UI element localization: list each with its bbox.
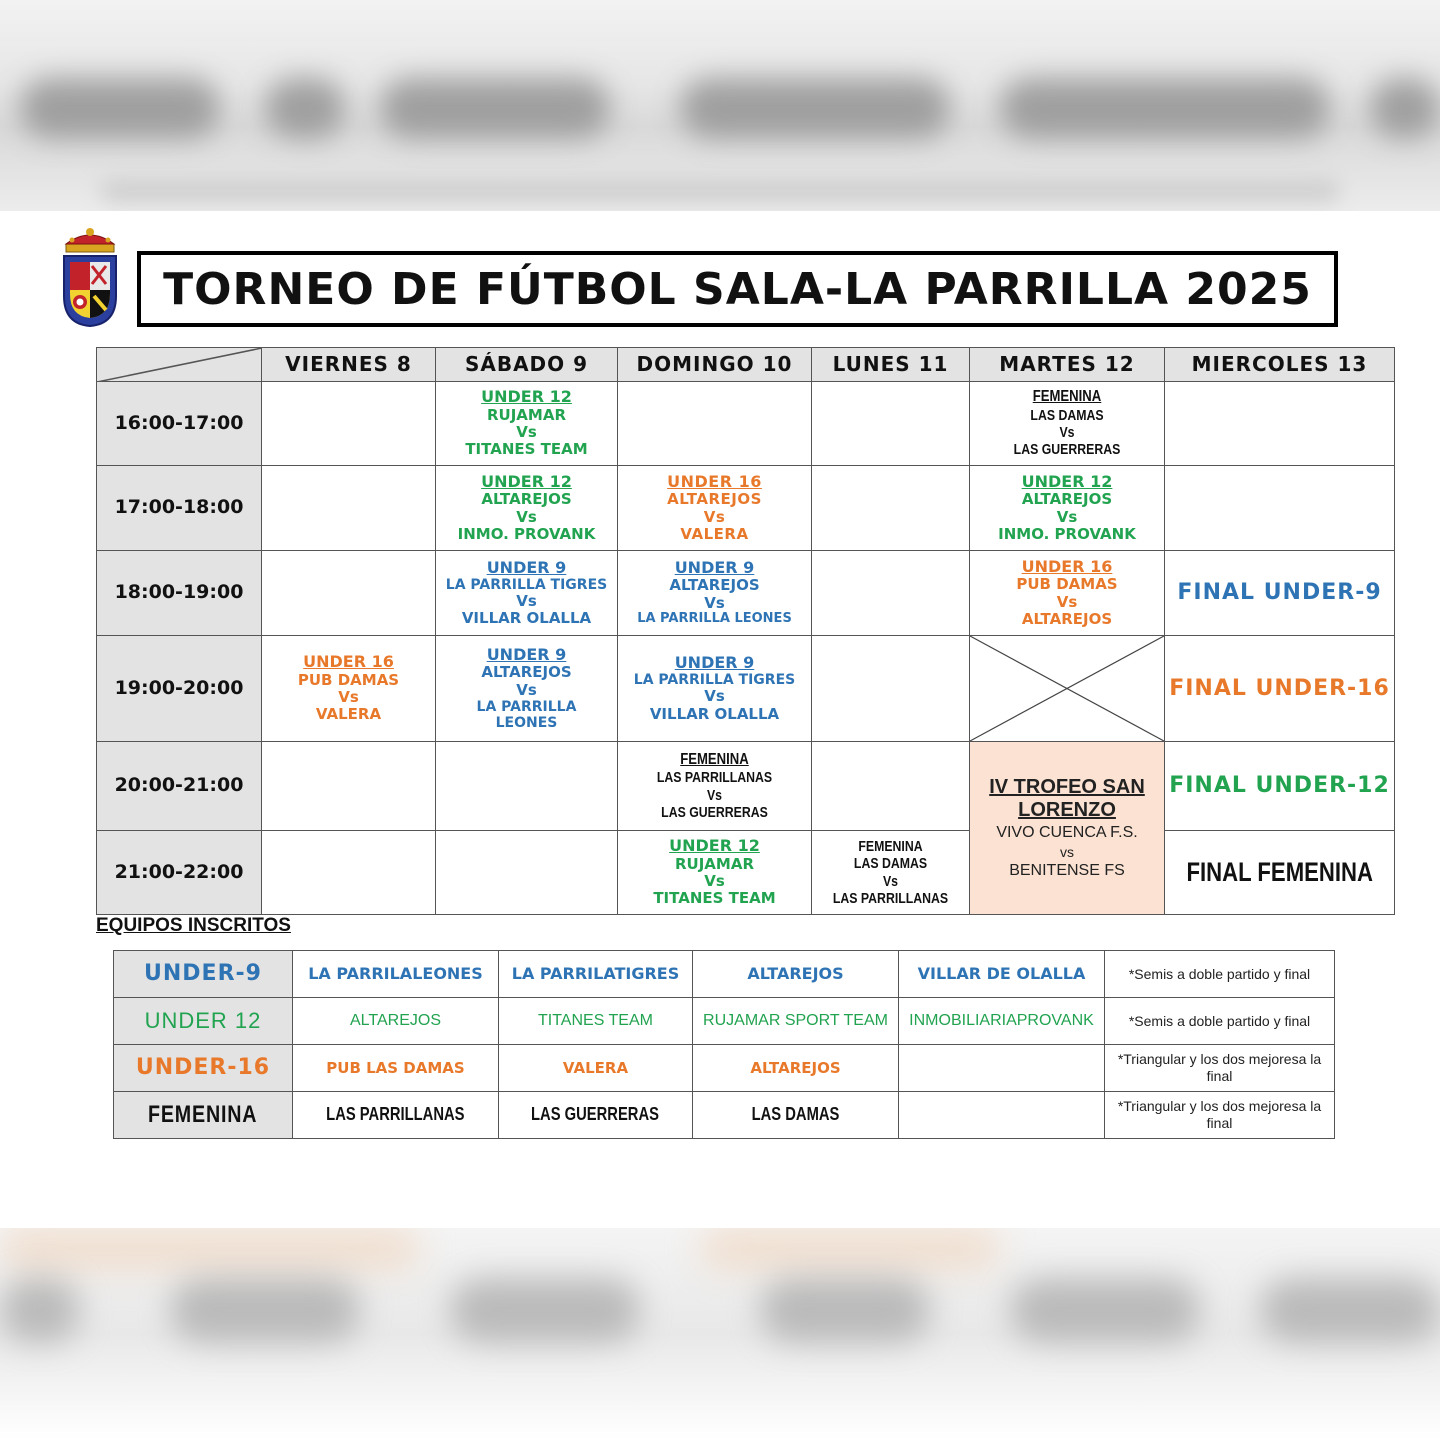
- format-note: *Semis a doble partido y final: [1105, 998, 1335, 1045]
- day-header-domingo: DOMINGO 10: [618, 348, 812, 382]
- coat-of-arms-logo: [58, 226, 122, 330]
- team-cell: PUB LAS DAMAS: [293, 1045, 499, 1092]
- match-cell-sab-18: UNDER 9 LA PARRILLA TIGRES Vs VILLAR OLALLA: [436, 551, 618, 636]
- team-cell: LAS PARRILLANAS: [293, 1092, 499, 1139]
- time-slot-17: 17:00-18:00: [97, 466, 262, 551]
- match-cell-dom-17: UNDER 16 ALTAREJOS Vs VALERA: [618, 466, 812, 551]
- format-note: *Semis a doble partido y final: [1105, 951, 1335, 998]
- time-slot-20: 20:00-21:00: [97, 742, 262, 831]
- format-note: *Triangular y los dos mejoresa la final: [1105, 1045, 1335, 1092]
- day-header-sabado: SÁBADO 9: [436, 348, 618, 382]
- match-cell-dom-21: UNDER 12 RUJAMAR Vs TITANES TEAM: [618, 831, 812, 915]
- final-under12: FINAL UNDER-12: [1165, 742, 1395, 831]
- match-cell-empty: [1165, 382, 1395, 466]
- time-slot-16: 16:00-17:00: [97, 382, 262, 466]
- time-slot-19: 19:00-20:00: [97, 636, 262, 742]
- team-cell: RUJAMAR SPORT TEAM: [693, 998, 899, 1045]
- day-header-lunes: LUNES 11: [812, 348, 970, 382]
- registered-teams-table: [113, 950, 1335, 1139]
- team-cell: INMOBILIARIAPROVANK: [899, 998, 1105, 1045]
- schedule-table: [96, 347, 1395, 915]
- team-cell: LAS DAMAS: [693, 1092, 899, 1139]
- team-cell: ALTAREJOS: [693, 1045, 899, 1092]
- match-cell-empty: [812, 382, 970, 466]
- trofeo-san-lorenzo-cell: IV TROFEO SAN LORENZO VIVO CUENCA F.S. vs BENITENSE FS: [970, 742, 1165, 915]
- match-cell-sab-19: UNDER 9 ALTAREJOS Vs LA PARRILLA LEONES: [436, 636, 618, 742]
- team-cell: ALTAREJOS: [693, 951, 899, 998]
- team-cell-empty: [899, 1045, 1105, 1092]
- team-cell: ALTAREJOS: [293, 998, 499, 1045]
- format-note: *Triangular y los dos mejoresa la final: [1105, 1092, 1335, 1139]
- match-cell-empty: [1165, 466, 1395, 551]
- final-under16: FINAL UNDER-16: [1165, 636, 1395, 742]
- cross-mark-icon: [970, 636, 1164, 741]
- match-cell-dom-20: FEMENINA LAS PARRILLANAS Vs LAS GUERRERAS: [618, 742, 812, 831]
- match-cell-empty: [262, 466, 436, 551]
- blurred-background-top: [0, 0, 1440, 211]
- match-cell-empty: [436, 742, 618, 831]
- match-cell-empty: [812, 636, 970, 742]
- team-cell: VILLAR DE OLALLA: [899, 951, 1105, 998]
- page-title: TORNEO DE FÚTBOL SALA-LA PARRILLA 2025: [163, 263, 1312, 315]
- match-cell-mar-16: FEMENINA LAS DAMAS Vs LAS GUERRERAS: [970, 382, 1165, 466]
- match-cell-vie-19: UNDER 16 PUB DAMAS Vs VALERA: [262, 636, 436, 742]
- team-cell-empty: [899, 1092, 1105, 1139]
- final-femenina: FINAL FEMENINA: [1165, 831, 1395, 915]
- team-category-under9: UNDER-9: [114, 951, 293, 998]
- team-category-under12: UNDER 12: [114, 998, 293, 1045]
- blurred-background-bottom: [0, 1228, 1440, 1440]
- time-slot-21: 21:00-22:00: [97, 831, 262, 915]
- team-cell: LA PARRILATIGRES: [499, 951, 693, 998]
- match-cell-empty: [262, 551, 436, 636]
- match-cell-empty: [262, 382, 436, 466]
- team-category-under16: UNDER-16: [114, 1045, 293, 1092]
- match-cell-empty: [812, 742, 970, 831]
- match-cell-empty: [262, 742, 436, 831]
- time-slot-18: 18:00-19:00: [97, 551, 262, 636]
- match-cell-sab-16: UNDER 12 RUJAMAR Vs TITANES TEAM: [436, 382, 618, 466]
- match-cell-empty: [436, 831, 618, 915]
- day-header-martes: MARTES 12: [970, 348, 1165, 382]
- match-cell-dom-19: UNDER 9 LA PARRILLA TIGRES Vs VILLAR OLALLA: [618, 636, 812, 742]
- final-under9: FINAL UNDER-9: [1165, 551, 1395, 636]
- day-header-viernes: VIERNES 8: [262, 348, 436, 382]
- match-cell-empty: [812, 551, 970, 636]
- match-cell-lun-21: FEMENINA LAS DAMAS Vs LAS PARRILLANAS: [812, 831, 970, 915]
- team-category-femenina: FEMENINA: [114, 1092, 293, 1139]
- match-cell-sab-17: UNDER 12 ALTAREJOS Vs INMO. PROVANK: [436, 466, 618, 551]
- crossed-out-cell: [970, 636, 1165, 742]
- equipos-inscritos-label: EQUIPOS INSCRITOS: [96, 915, 291, 936]
- match-cell-empty: [262, 831, 436, 915]
- match-cell-empty: [618, 382, 812, 466]
- day-header-miercoles: MIERCOLES 13: [1165, 348, 1395, 382]
- match-cell-empty: [812, 466, 970, 551]
- corner-cell: [97, 348, 262, 382]
- team-cell: VALERA: [499, 1045, 693, 1092]
- team-cell: LA PARRILALEONES: [293, 951, 499, 998]
- team-cell: LAS GUERRERAS: [499, 1092, 693, 1139]
- tournament-title-box: [137, 251, 1338, 327]
- team-cell: TITANES TEAM: [499, 998, 693, 1045]
- match-cell-mar-18: UNDER 16 PUB DAMAS Vs ALTAREJOS: [970, 551, 1165, 636]
- match-cell-dom-18: UNDER 9 ALTAREJOS Vs LA PARRILLA LEONES: [618, 551, 812, 636]
- match-cell-mar-17: UNDER 12 ALTAREJOS Vs INMO. PROVANK: [970, 466, 1165, 551]
